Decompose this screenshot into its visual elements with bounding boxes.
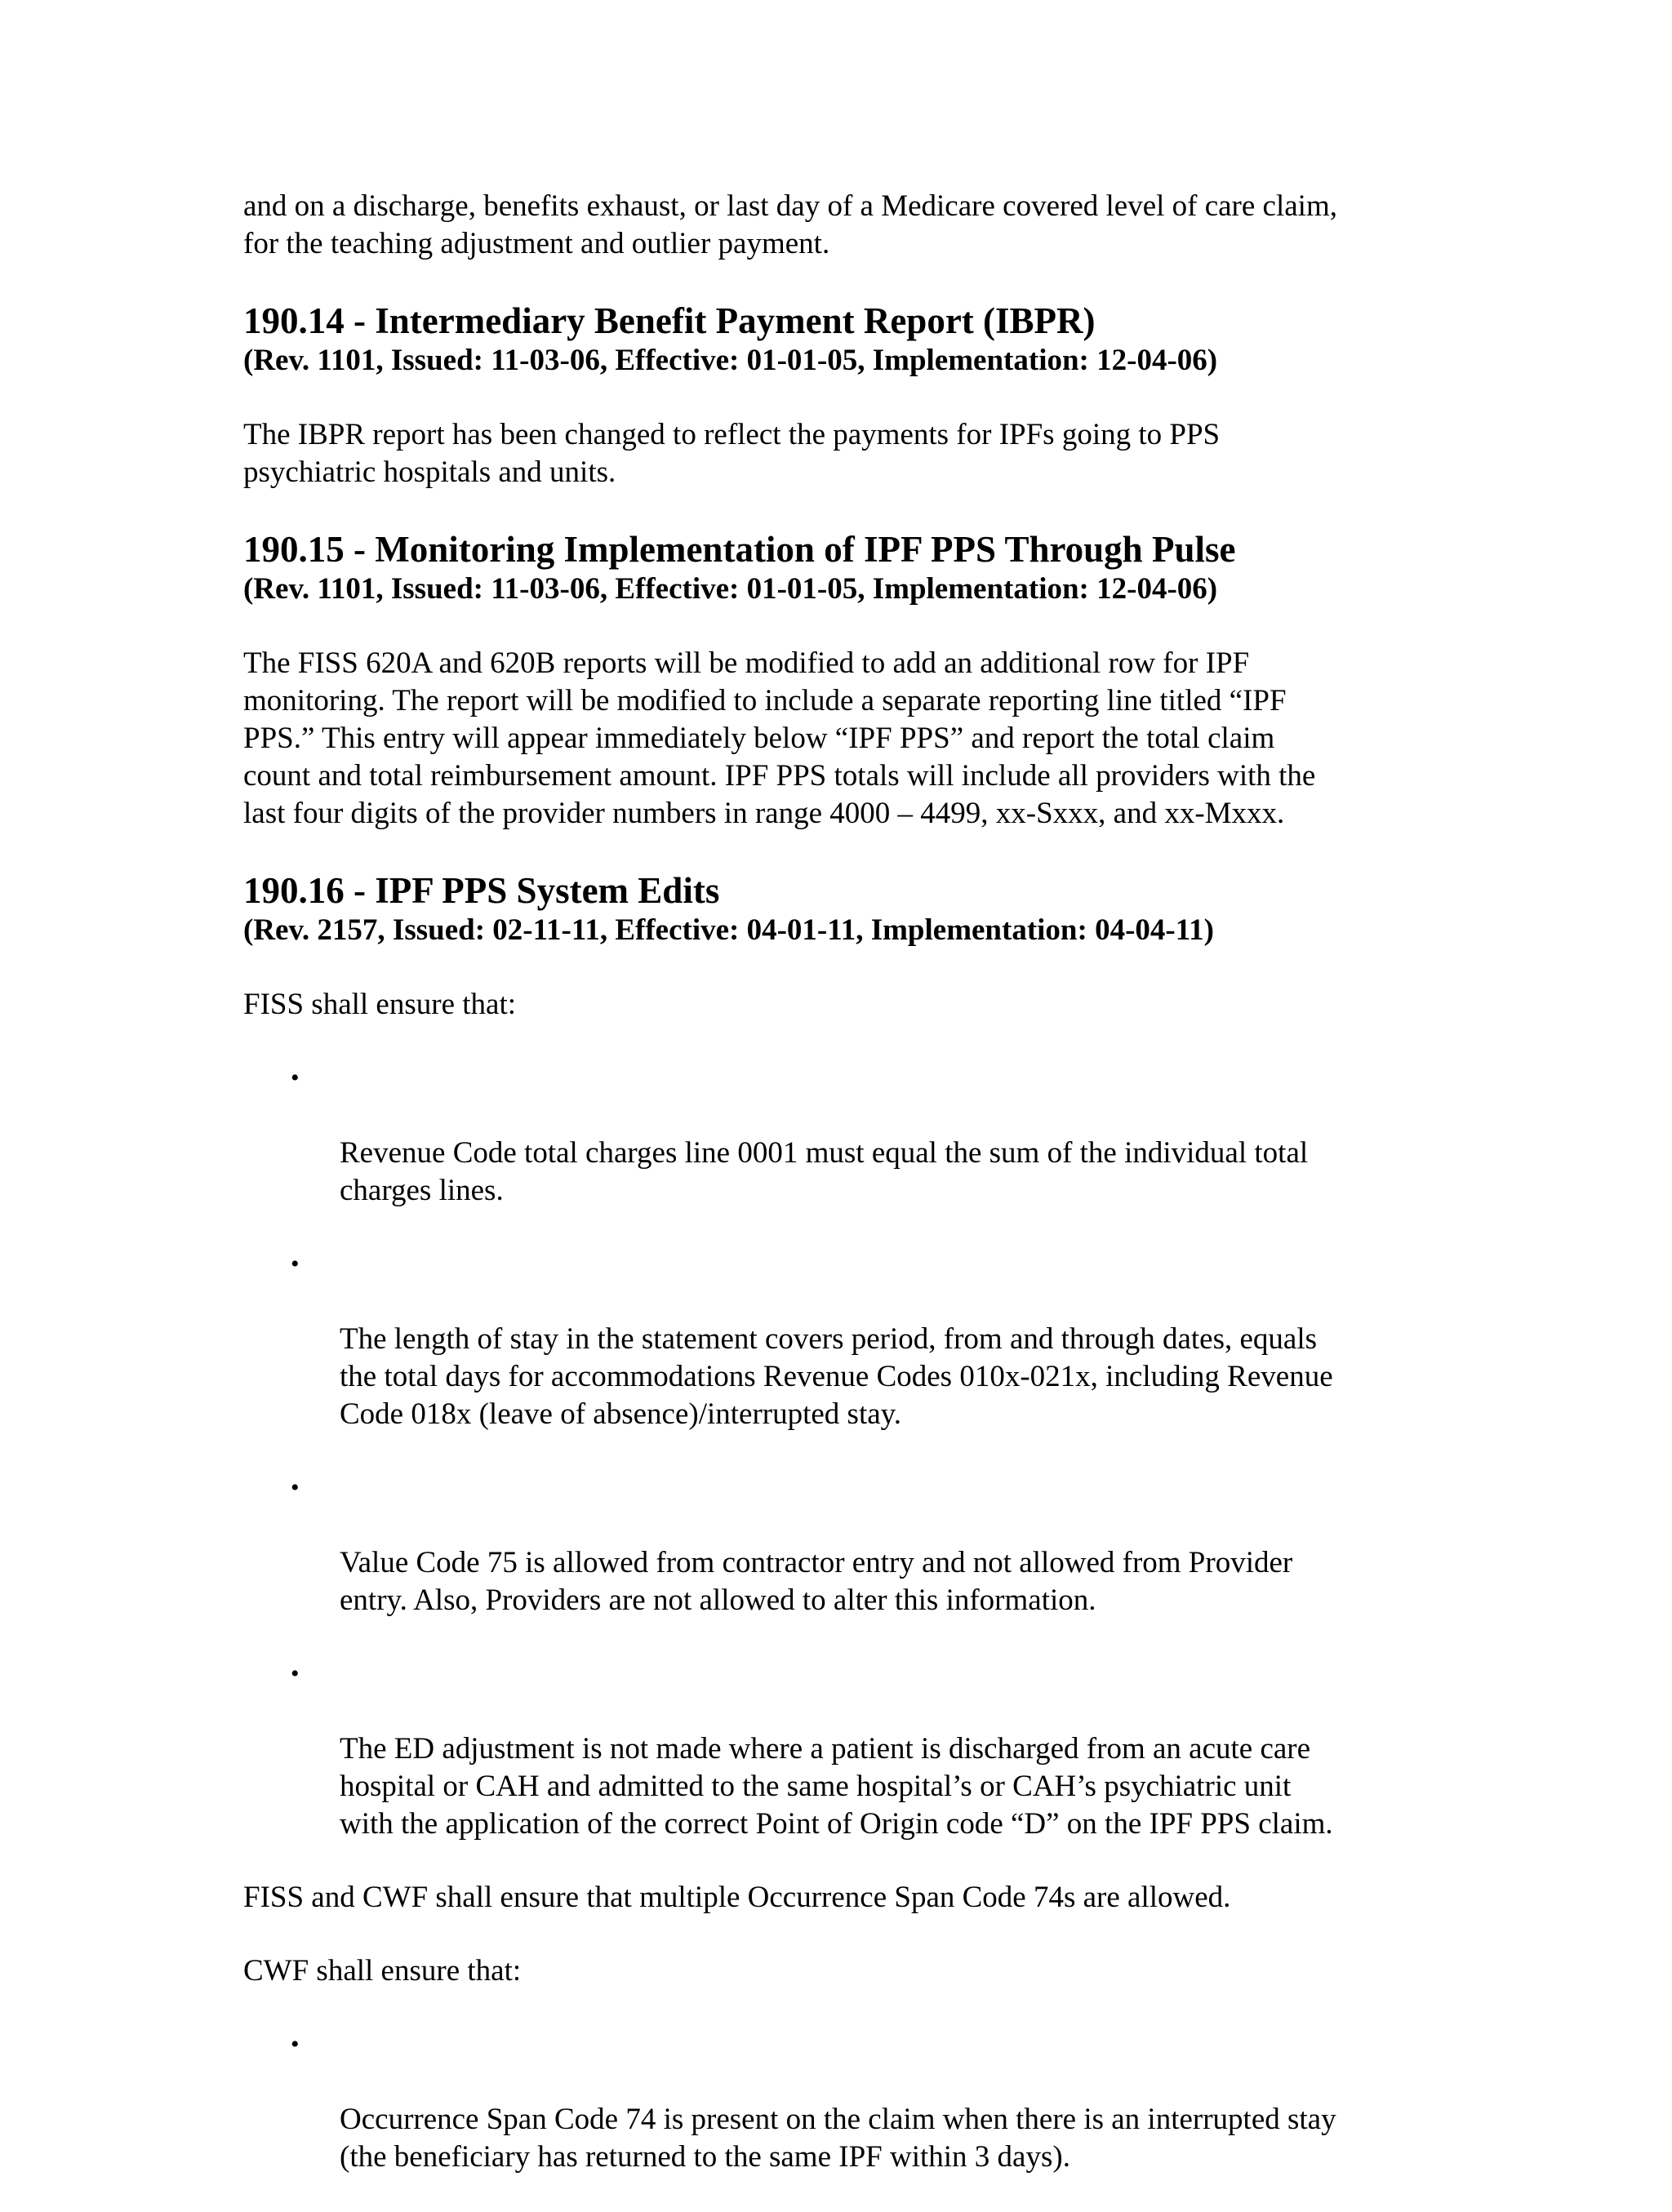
list-item-text: The ED adjustment is not made where a patient is discharged from an acute care hospital or CAH and admitted to the same hospital’s or CAH’s psychiatric unit with the application of the correct Point of Origin code “D” on the IPF PPS claim.: [340, 1732, 1333, 1841]
lead-paragraph: and on a discharge, benefits exhaust, or last day of a Medicare covered level of care claim, for the teaching adjustment and outlier payment.: [243, 189, 1337, 260]
section-190-14: [243, 299, 1452, 491]
section-body: The FISS 620A and 620B reports will be modified to add an additional row for IPF monitoring. The report will be modified to include a separate reporting line titled “IPF PPS.” This entry will appear immediately below “IPF PPS” and report the total claim count and total reimbursement amount. IPF PPS totals will include all providers with the last four digits of the provider numbers in range 4000 – 4499, xx-Sxxx, and xx-Mxxx.: [243, 646, 1316, 830]
revision-line: (Rev. 1101, Issued: 11-03-06, Effective: 01-01-05, Implementation: 12-04-06): [243, 344, 1218, 377]
list-item-text: The length of stay in the statement covers period, from and through dates, equals the total days for accommodations Revenue Codes 010x-021x, including Revenue Code 018x (leave of absence)/interrupted stay.: [340, 1322, 1333, 1431]
list-item-text: Value Code 75 is allowed from contractor entry and not allowed from Provider entry. Also, Providers are not allowed to alter this information.: [340, 1546, 1293, 1617]
fiss-bullet-list: [243, 1059, 1452, 1843]
cwf-bullet-list: [243, 2026, 1452, 2176]
list-item-text: Occurrence Span Code 74 is present on the claim when there is an interrupted stay (the beneficiary has returned to the same IPF within 3 days).: [340, 2103, 1336, 2174]
bullet-icon: •: [291, 1250, 300, 1277]
list-item: [291, 1246, 1452, 1433]
list-item: [291, 2026, 1452, 2176]
list-item: [291, 1469, 1452, 1619]
fiss-intro: FISS shall ensure that:: [243, 988, 517, 1021]
fiss-cwf-statement: FISS and CWF shall ensure that multiple Occurrence Span Code 74s are allowed.: [243, 1881, 1231, 1914]
bullet-icon: •: [291, 1474, 300, 1501]
document-page: [243, 188, 1452, 2212]
section-heading: 190.15 - Monitoring Implementation of IPF PPS Through Pulse: [243, 529, 1236, 570]
bullet-icon: •: [291, 1660, 300, 1687]
section-heading: 190.14 - Intermediary Benefit Payment Report (IBPR): [243, 300, 1096, 341]
revision-line: (Rev. 1101, Issued: 11-03-06, Effective: 01-01-05, Implementation: 12-04-06): [243, 572, 1218, 606]
cwf-intro: CWF shall ensure that:: [243, 1954, 522, 1988]
section-190-15: [243, 527, 1452, 833]
list-item-text: Revenue Code total charges line 0001 must equal the sum of the individual total charges lines.: [340, 1136, 1309, 1207]
revision-line: (Rev. 2157, Issued: 02-11-11, Effective: 04-01-11, Implementation: 04-04-11): [243, 913, 1215, 947]
section-body: The IBPR report has been changed to reflect the payments for IPFs going to PPS psychiatric hospitals and units.: [243, 418, 1221, 489]
list-item: [291, 1059, 1452, 1210]
bullet-icon: •: [291, 1064, 300, 1091]
bullet-icon: •: [291, 2031, 300, 2058]
list-item: [291, 1655, 1452, 1843]
section-190-16: [243, 868, 1452, 2176]
section-heading: 190.16 - IPF PPS System Edits: [243, 870, 720, 911]
